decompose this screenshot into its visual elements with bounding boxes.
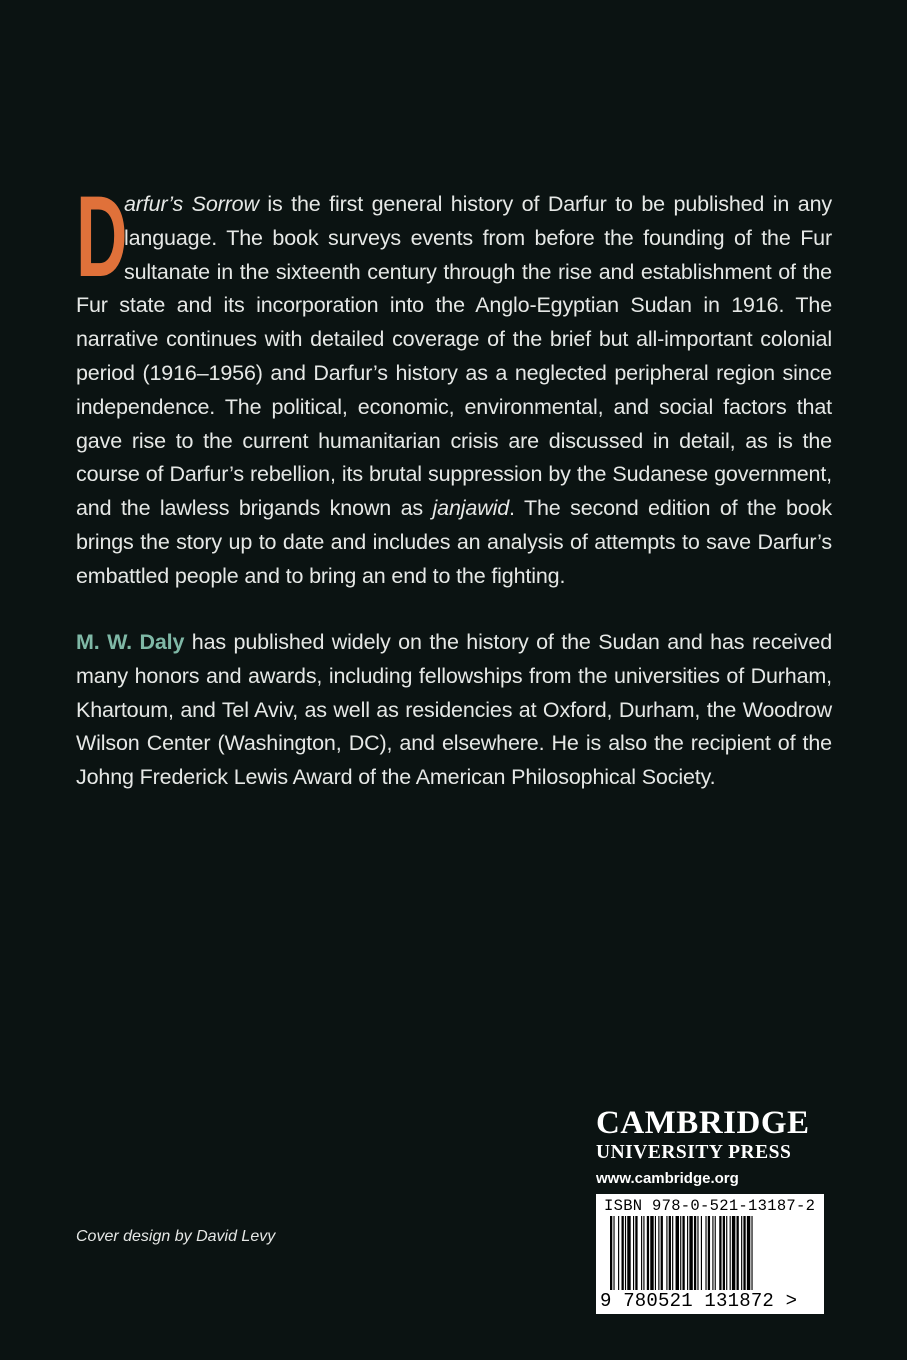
barcode-bar	[666, 1216, 667, 1290]
barcode-bar	[751, 1216, 752, 1290]
janjawid-term: janjawid	[432, 496, 510, 521]
barcode-bar	[726, 1216, 727, 1290]
barcode-bar	[627, 1216, 630, 1290]
author-bio	[76, 626, 832, 795]
author-bio-text: has published widely on the history of the Sudan and has received many honors and awards, including fellowships from the universities of Durham, Khartoum, and Tel Aviv, as well as residencies at Oxford, Durham, the Woodrow Wilson Center (Washington, DC), and elsewhere. He is also the recipient of the Johng Frederick Lewis Award of the American Philosophical Society.	[76, 630, 833, 790]
cover-design-credit: Cover design by David Levy	[76, 1228, 276, 1245]
barcode-bar	[672, 1216, 673, 1290]
isbn-barcode	[596, 1194, 824, 1314]
barcode-bar	[732, 1216, 735, 1290]
barcode-bar	[687, 1216, 688, 1290]
barcode-bar	[635, 1216, 637, 1290]
barcode-bars	[610, 1216, 810, 1290]
barcode-bar	[618, 1216, 619, 1290]
barcode-bar	[701, 1216, 702, 1290]
barcode-digits: 9 780521 131872 >	[600, 1290, 798, 1312]
barcode-bar	[730, 1216, 731, 1290]
barcode-bar	[650, 1216, 653, 1290]
description-text-2: . The second edition of the book brings the story up to date and includes an analysis of attempts to save Darfur’s embattled people and to bring an end to the fighting.	[76, 496, 832, 588]
barcode-bar	[741, 1216, 742, 1290]
barcode-bar	[712, 1216, 713, 1290]
barcode-bar	[682, 1216, 684, 1290]
barcode-bar	[689, 1216, 692, 1290]
publisher-subtitle: UNIVERSITY PRESS	[596, 1142, 792, 1163]
drop-cap-letter: D	[76, 173, 128, 301]
barcode-bar	[723, 1216, 725, 1290]
barcode-bar	[694, 1216, 696, 1290]
barcode-bar	[610, 1216, 612, 1290]
barcode-bar	[676, 1216, 679, 1290]
barcode-bar	[708, 1216, 710, 1290]
book-title-italic: arfur’s Sorrow	[124, 192, 259, 216]
barcode-bar	[697, 1216, 698, 1290]
barcode-bar	[633, 1216, 634, 1290]
barcode-bar	[680, 1216, 681, 1290]
barcode-bar	[613, 1216, 614, 1290]
barcode-bar	[719, 1216, 721, 1290]
barcode-bar	[625, 1216, 626, 1290]
publisher-logo	[596, 1104, 826, 1187]
barcode-bar	[715, 1216, 716, 1290]
barcode-bar	[705, 1216, 706, 1290]
barcode-bar	[661, 1216, 663, 1290]
publisher-name: CAMBRIDGE	[596, 1105, 810, 1141]
barcode-bar	[743, 1216, 745, 1290]
barcode-bar	[647, 1216, 649, 1290]
barcode-bar	[747, 1216, 750, 1290]
description-text-1: is the first general history of Darfur to be published in any language. The book surveys events from before the founding of the Fur sultanate in the sixteenth century through the rise and establishment of the Fur state and its incorporation into the Anglo-Egyptian Sudan in 1916. The narrative continues with detailed coverage of the brief but all-important colonial period (1916–1956) and Darfur’s history as a neglected peripheral region since independence. The political, economic, environmental, and social factors that gave rise to the current humanitarian crisis are discussed in detail, as is the course of Darfur’s rebellion, its brutal suppression by the Sudanese government, and the lawless brigands known as	[76, 192, 832, 521]
barcode-bar	[622, 1216, 624, 1290]
barcode-bar	[658, 1216, 659, 1290]
barcode-bar	[641, 1216, 642, 1290]
book-description	[76, 173, 832, 594]
barcode-bar	[669, 1216, 671, 1290]
author-name: M. W. Daly	[76, 630, 185, 654]
publisher-url: www.cambridge.org	[596, 1170, 739, 1187]
barcode-bar	[655, 1216, 656, 1290]
isbn-label: ISBN 978-0-521-13187-2	[604, 1197, 816, 1215]
barcode-bar	[643, 1216, 644, 1290]
barcode-bar	[737, 1216, 739, 1290]
